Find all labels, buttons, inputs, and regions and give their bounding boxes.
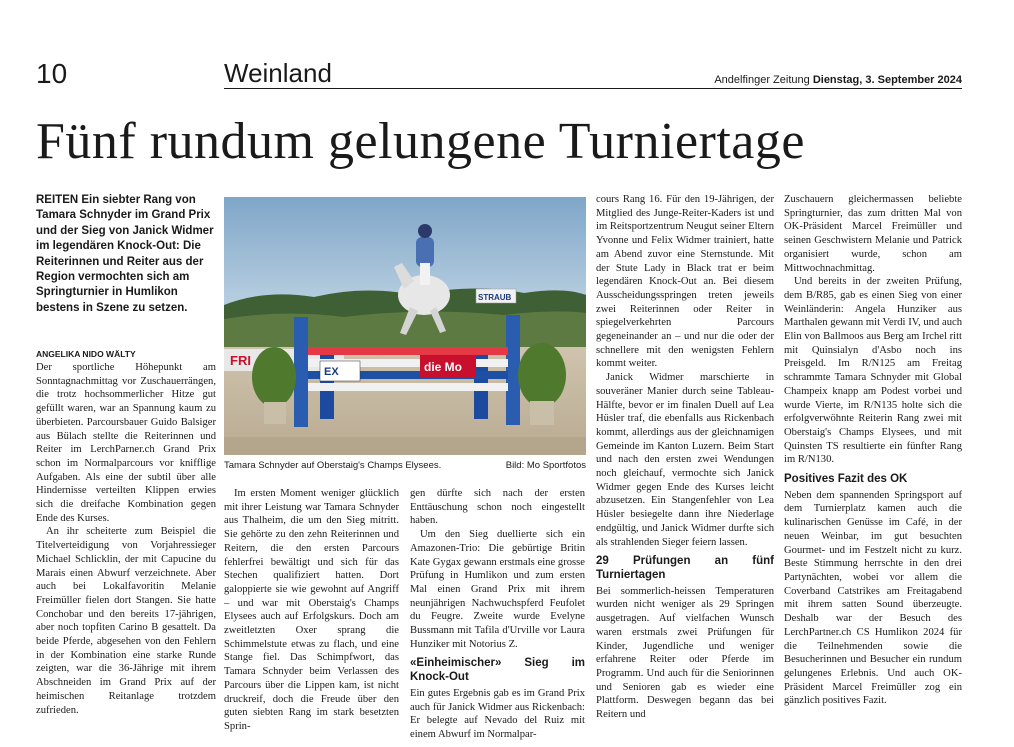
- banner-text: EX: [324, 366, 339, 378]
- author-byline: ANGELIKA NIDO WÄLTY: [36, 349, 136, 359]
- lead-paragraph: [36, 193, 216, 316]
- lead-kicker: REITEN: [36, 194, 79, 206]
- article-column-2: [224, 487, 399, 745]
- page-number: 10: [36, 58, 68, 89]
- lead-text: Ein siebter Rang von Tamara Schnyder im Grand Prix und der Sieg von Janick Widmer im legendären Knock-Out: Die Reiterinnen und Reiter aus der Region vermochten sich am Springturnier in Humlikon bestens in Szene zu setzen.: [36, 194, 214, 314]
- paragraph: Bei sommerlich-heissen Temperaturen wurden nicht weniger als 29 Springen ausgetragen. Auf vielfachen Wunsch waren erstmals zwei Prüfungen für Kinder, Jugendliche und weniger erfahrene Reiter oder Pferde im Programm. Und auch für die Seniorinnen und Senioren gab es wieder eine Plattform. Deswegen begann das bei Reitern und: [596, 585, 774, 721]
- paragraph: An ihr scheiterte zum Beispiel die Titelverteidigung von Vorjahressieger Michael Schlicklin, der mit Capucine du Marais einen Abwurf verzeichnete. Aber auch bei Lokalfavoritin Melanie Freimüller fielen dort Stangen. Sie hatte Conchobar und den bereits 17-jährigen, aber noch topfiten Carino B gesattelt. Da beide Pferde, abgesehen von den Fehlern in der Kombination eine starke Runde zeigten, war die 36-Jährige mit ihrem Abschneiden im Grand Prix auf der heimischen Reitanlage trotzdem zufrieden.: [36, 526, 216, 716]
- subheading: Positives Fazit des OK: [784, 473, 908, 486]
- banner-text: FRI: [230, 353, 251, 368]
- paragraph: Janick Widmer marschierte in souveräner Manier durch seine Tableau-Hälfte, bevor er im finalen Duell auf Lea Hüsler traf, die ebenfalls aus Rickenbach kommt, allerdings aus der gleichnamigen Gemeinde im Kanton Luzern. Beim Start und nach den ersten zwei Wendungen noch gleichauf, vermochte sich Janick Widmer gegen Ende des Kurses leicht abzusetzen. Ein Stangenfehler von Lea Hüsler besiegelte dann ihre Niederlage endgültig, und Janick Widmer durfte sich als strahlenden Sieger feiern lassen.: [596, 372, 774, 548]
- banner-text: STRAUB: [478, 293, 512, 302]
- paragraph: Um den Sieg duellierte sich ein Amazonen-Trio: Die gebürtige Britin Kate Gygax gewann erstmals eine grosse Prüfung in Humlikon und zum ersten Mal einen Grand Prix mit ihrem neunjährigen Nachwuchspferd Feufolet du Feugre. Zweite wurde Evelyne Bussmann mit Tafila d'Urville vor Laura Hunziker mit Notorius Z.: [410, 529, 585, 650]
- issue-date: Dienstag, 3. September 2024: [812, 74, 962, 86]
- subheading: «Einheimischer» Sieg im Knock-Out: [410, 657, 585, 684]
- dateline: [714, 74, 962, 86]
- paragraph: Zuschauern gleichermassen beliebte Springturnier, das zum dritten Mal von OK-Präsident Marcel Freimüller und seinen Geschwistern Melanie und Patrick organisiert wurde, schon am Mittwochnachmittag.: [784, 194, 962, 274]
- paragraph: Der sportliche Höhepunkt am Sonntagnachmittag vor Zuschauerrängen, die trotz hochsommerlicher Hitze gut gefüllt waren, war an Spannung kaum zu überbieten. Parcoursbauer Guido Balsiger aus Bülach stellte die Reiterinnen und Reiter im LerchParner.ch Grand Prix schon im Normalparcours vor knifflige Aufgaben. Als eine der subtil über alle Hindernisse verteilten Klippen erwies sich die dreifache Kombination gegen Ende des Kurses.: [36, 362, 216, 524]
- paragraph: Im ersten Moment weniger glücklich mit ihrer Leistung war Tamara Schnyder aus Thalheim, die um den Sieg mitritt. Sie gehörte zu den zehn Reiterinnen und Reitern, die den ersten Parcours fehlerfrei bewältigt und sich für das Stechen qualifiziert hatten. Dort galoppierte sie wie gewohnt auf Angriff – und war mit Oberstaig's Champs Elysees auch auf Erfolgskurs. Doch am zweitletzten Oxer sprang die Schimmelstute etwas zu flach, und eine Stange fiel. Das Schimpfwort, das Tamara Schnyder beim Verlassen des Parcours über die Lippen kam, ist nicht druckreif, doch die Freude über den guten siebten Rang im stark besetzten Sprin-: [224, 488, 399, 732]
- paragraph: cours Rang 16. Für den 19-Jährigen, der Mitglied des Junge-Reiter-Kaders ist und im Reitsportzentrum Neugut seiner Eltern Yvonne und Felix Widmer trainiert, hatte am Abend zuvor eine Sternstunde. Mit der Stute Lady in Black trat er beim legendären Knock-Out an. Bei diesem Ausscheidungsspringen treten jeweils zwei Reiterinnen oder Reiter in spiegelverkehrten Parcours gegeneinander an – und nur die oder der schnellere mit den wenigsten Fehlern kommt weiter.: [596, 194, 774, 370]
- banner-text: die Mo: [424, 360, 462, 374]
- article-column-5: [784, 193, 962, 745]
- publication-name: Andelfinger Zeitung: [714, 74, 810, 86]
- section-title: Weinland: [224, 58, 332, 88]
- paragraph: Neben dem spannenden Springsport auf dem Turnierplatz kamen auch die kulinarischen Genüsse im Café, in der neuen Weinbar, im gut besuchten Gourmet- und im Festzelt nicht zu kurz. Beste Stimmung herrschte in den drei Partynächten, wobei vor allem die Coverband Catstrikes am Freitagabend mit ihrem satten Sound überzeugte. Deshalb war der Besuch des LerchPartner.ch CS Humlikon 2024 für die Teilnehmenden sowie die Besucherinnen und Besucher ein rundum gelungenes Erlebnis. Und auch OK-Präsident Marcel Freimüller zog ein gänzlich positives Fazit.: [784, 489, 962, 707]
- photo-caption: [224, 460, 586, 471]
- article-column-4: [596, 193, 774, 745]
- subheading: 29 Prüfungen an fünf Turniertagen: [596, 555, 774, 581]
- article-photo: [224, 197, 586, 455]
- photo-credit: Bild: Mo Sportfotos: [505, 460, 586, 471]
- headline: Fünf rundum gelungene Turniertage: [36, 113, 805, 170]
- header-rule: [224, 88, 962, 89]
- paragraph: Ein gutes Ergebnis gab es im Grand Prix auch für Janick Widmer aus Rickenbach: Er belegte auf Nevado del Ruiz mit einem Abwurf im Normalpar-: [410, 687, 585, 740]
- paragraph: gen dürfte sich nach der ersten Enttäuschung schon noch eingestellt haben.: [410, 488, 585, 527]
- paragraph: Und bereits in der zweiten Prüfung, dem B/R85, gab es einen Sieg von einer Weinländerin: Angela Hunziker aus Marthalen gewann mit Verdi IV, und auch Elin von Ballmoos aus Berg am Irchel ritt mit Quinsialyn d'Asbo noch ins Preisgeld. Im R/N125 am Freitag schrammte Tamara Schnyder mit Global Champeix knapp am Podest vorbei und wurde Vierte, im R/N135 holte sich die erfolgverwöhnte Reiterin Rang zwei mit Oberstaig's Champs Elysees, und mit Quinsten TS resultierte ein fünfter Rang im R/N130.: [784, 276, 962, 466]
- caption-text: Tamara Schnyder auf Oberstaig's Champs Elysees.: [224, 460, 442, 471]
- article-column-3: [410, 487, 585, 745]
- article-column-1: [36, 361, 216, 741]
